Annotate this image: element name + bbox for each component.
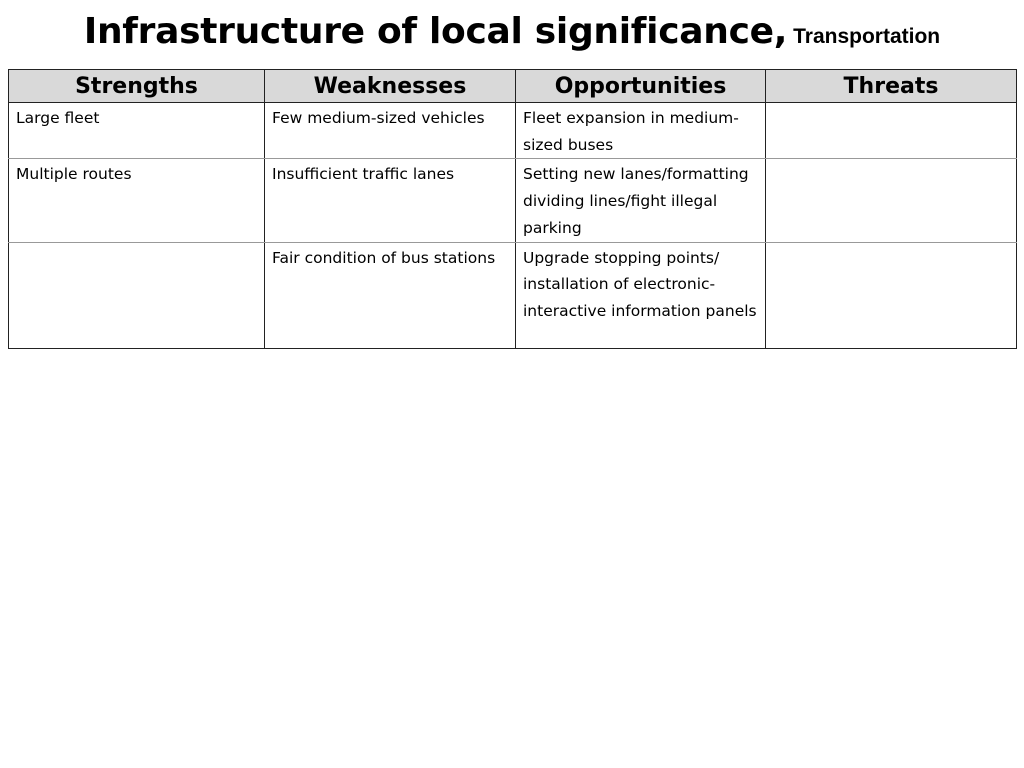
page-title [0, 6, 1024, 64]
cell-strength: Multiple routes [9, 159, 265, 242]
cell-threat [766, 103, 1017, 159]
swot-table-body [9, 103, 1017, 349]
cell-strength [9, 242, 265, 348]
cell-weakness: Insufficient traffic lanes [265, 159, 516, 242]
cell-opportunity: Fleet expansion in medium-sized buses [516, 103, 766, 159]
cell-threat [766, 242, 1017, 348]
cell-threat [766, 159, 1017, 242]
cell-weakness: Fair condition of bus stations [265, 242, 516, 348]
title-main: Infrastructure of local significance, [83, 11, 788, 52]
cell-strength: Large fleet [9, 103, 265, 159]
swot-table-header [9, 70, 1017, 103]
table-row [9, 159, 1017, 242]
header-weaknesses: Weaknesses [265, 70, 516, 103]
cell-weakness: Few medium-sized vehicles [265, 103, 516, 159]
header-threats: Threats [766, 70, 1017, 103]
header-strengths: Strengths [9, 70, 265, 103]
cell-opportunity: Upgrade stopping points/ installation of electronic-interactive information panels [516, 242, 766, 348]
header-row [9, 70, 1017, 103]
cell-opportunity: Setting new lanes/formatting dividing lines/fight illegal parking [516, 159, 766, 242]
table-row [9, 242, 1017, 348]
swot-table [8, 69, 1017, 349]
table-row [9, 103, 1017, 159]
title-subtitle: Transportation [793, 25, 941, 48]
header-opportunities: Opportunities [516, 70, 766, 103]
